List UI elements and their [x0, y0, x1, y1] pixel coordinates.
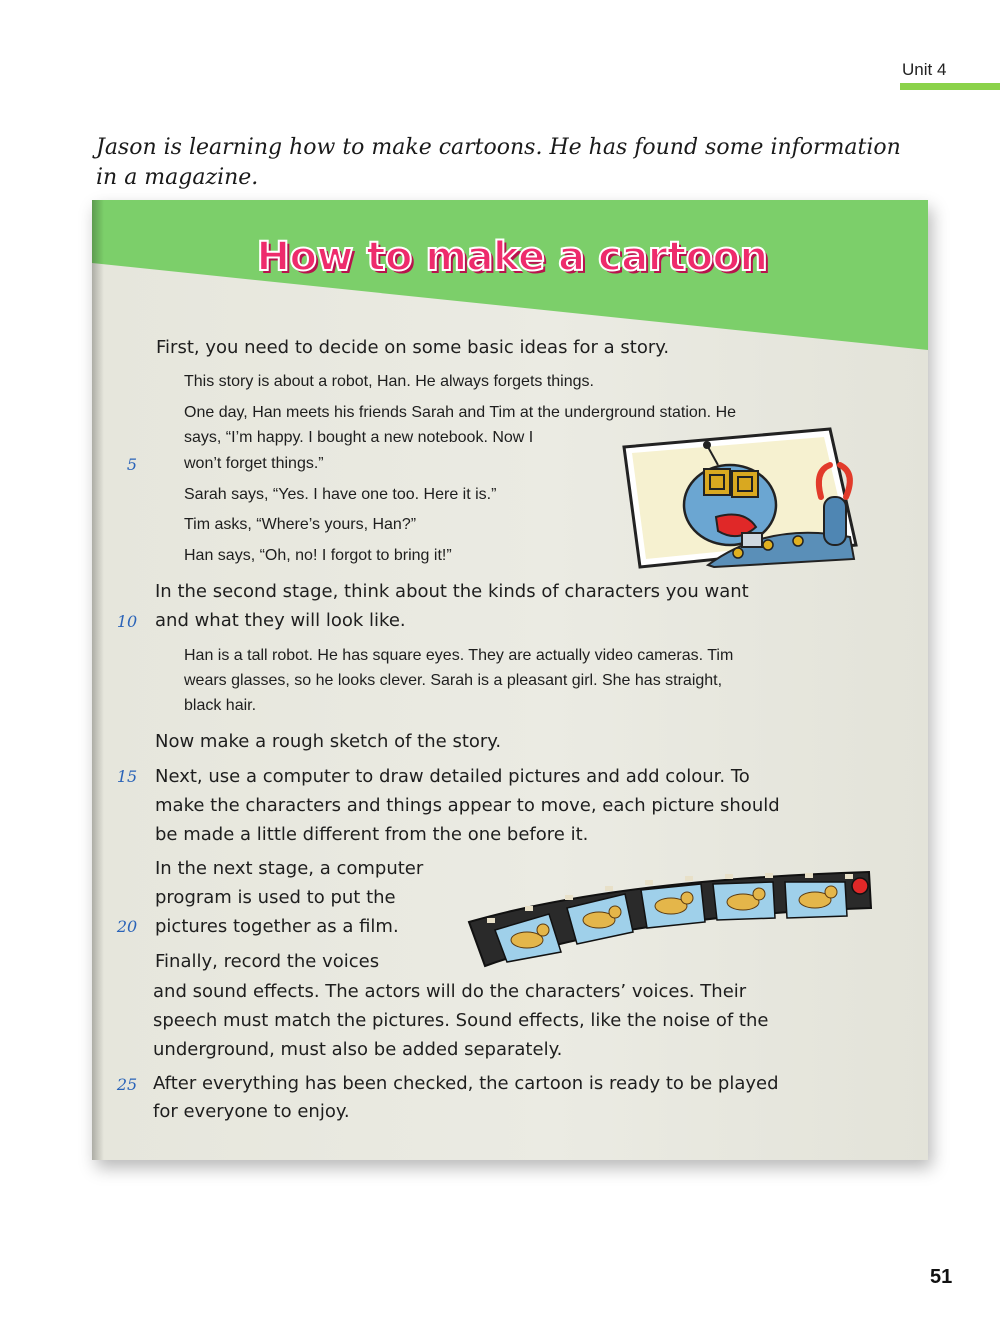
- paragraph-voices: Finally, record the voices: [155, 951, 380, 972]
- line-number-10: 10: [116, 612, 138, 631]
- paragraph-film-line3: pictures together as a film.: [155, 916, 399, 937]
- story-line: Han says, “Oh, no! I forgot to bring it!”: [184, 547, 452, 564]
- paragraph-computer: Next, use a computer to draw detailed pictures and add colour. To: [155, 766, 750, 787]
- page-number: 51: [930, 1266, 953, 1288]
- film-strip-illustration: [465, 858, 873, 970]
- paragraph-finish: After everything has been checked, the cartoon is ready to be played: [153, 1073, 779, 1094]
- paragraph-computer-line2: make the characters and things appear to move, each picture should: [155, 795, 780, 816]
- paragraph-characters: In the second stage, think about the kinds of characters you want: [155, 581, 749, 602]
- story-line: One day, Han meets his friends Sarah and Tim at the underground station. He: [184, 404, 737, 421]
- paragraph-computer-line3: be made a little different from the one before it.: [155, 824, 589, 845]
- paragraph-film: In the next stage, a computer: [155, 858, 424, 879]
- line-number-15: 15: [116, 767, 138, 786]
- paragraph-ideas: First, you need to decide on some basic ideas for a story.: [156, 337, 670, 358]
- paragraph-voices-line3: speech must match the pictures. Sound effects, like the noise of the: [153, 1010, 769, 1031]
- paragraph-voices-line4: underground, must also be added separately.: [153, 1039, 563, 1060]
- story-line: This story is about a robot, Han. He always forgets things.: [184, 373, 594, 390]
- line-number-5: 5: [126, 455, 138, 474]
- story-line: won’t forget things.”: [184, 455, 324, 472]
- paragraph-voices-line2: and sound effects. The actors will do the characters’ voices. Their: [153, 981, 747, 1002]
- paragraph-sketch: Now make a rough sketch of the story.: [155, 731, 502, 752]
- line-number-20: 20: [116, 917, 138, 936]
- line-number-25: 25: [116, 1075, 138, 1094]
- story-line: Sarah says, “Yes. I have one too. Here it is.”: [184, 486, 497, 503]
- unit-bar: [900, 83, 1000, 90]
- story-line: says, “I’m happy. I bought a new notebook. Now I: [184, 429, 534, 446]
- robot-illustration: [618, 425, 863, 570]
- character-line: black hair.: [184, 697, 257, 714]
- character-line: wears glasses, so he looks clever. Sarah is a pleasant girl. She has straight,: [184, 672, 723, 689]
- paragraph-characters-line2: and what they will look like.: [155, 610, 406, 631]
- card-page-edge: [92, 200, 104, 1160]
- article-title: How to make a cartoon: [256, 234, 768, 280]
- unit-label: Unit 4: [902, 60, 947, 79]
- intro-text: Jason is learning how to make cartoons. He has found some information in a magazine.: [96, 135, 901, 190]
- paragraph-film-line2: program is used to put the: [155, 887, 396, 908]
- character-line: Han is a tall robot. He has square eyes. They are actually video cameras. Tim: [184, 647, 734, 664]
- story-line: Tim asks, “Where’s yours, Han?”: [184, 516, 417, 533]
- paragraph-finish-line2: for everyone to enjoy.: [153, 1101, 350, 1122]
